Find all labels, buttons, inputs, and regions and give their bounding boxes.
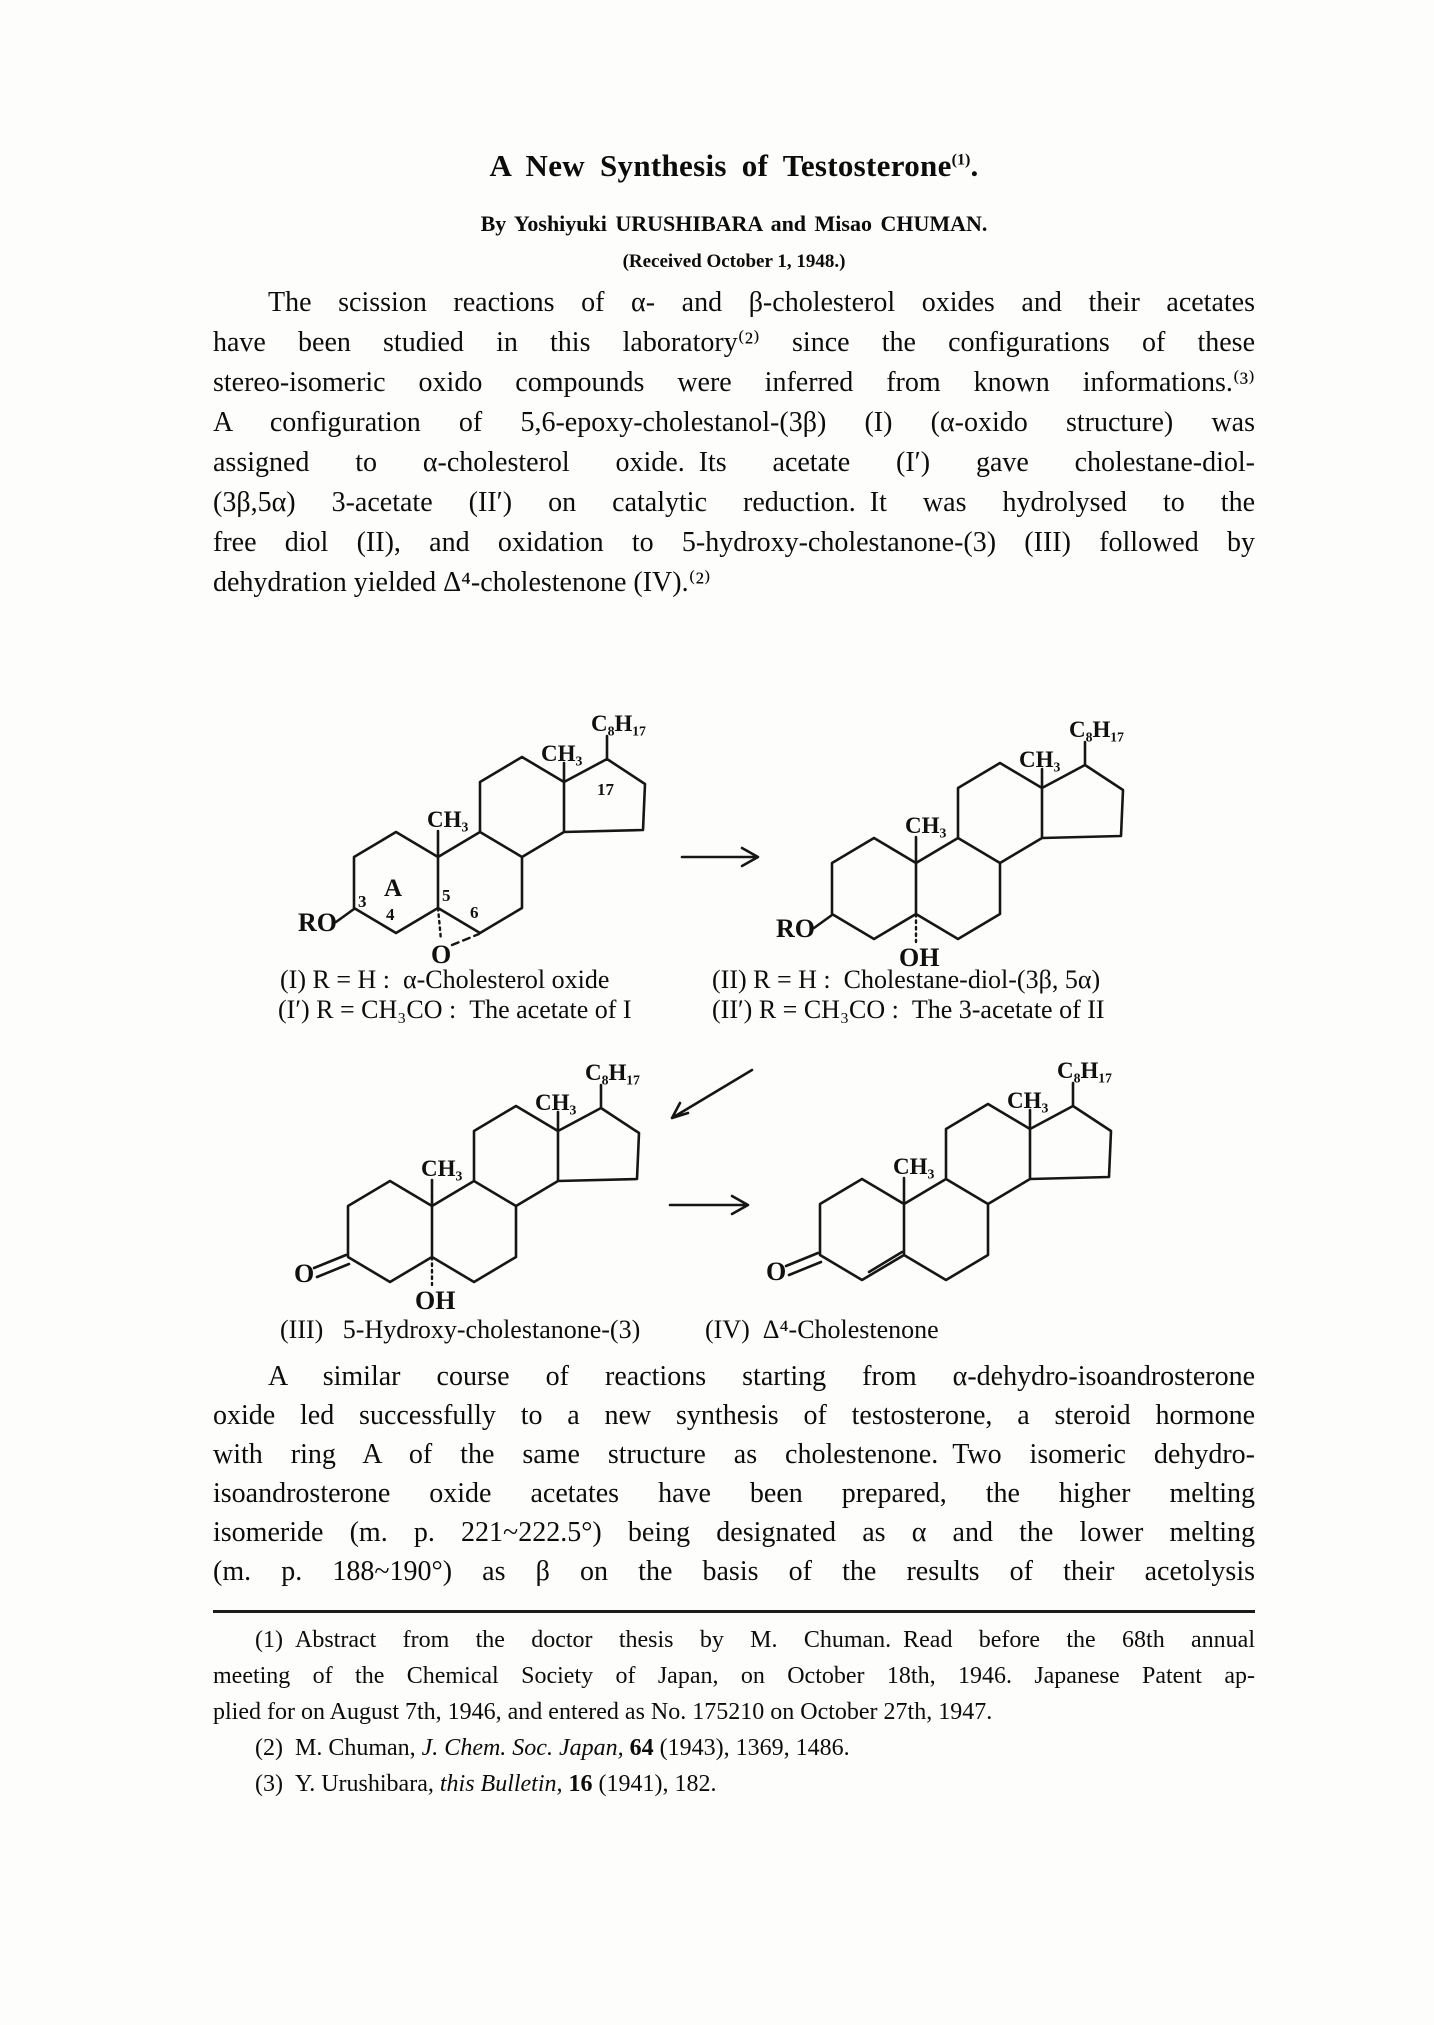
body-line: A configuration of 5,6-epoxy-cholestanol-(3β) (I) (α-oxido structure) was — [213, 407, 1255, 438]
methyl-c13-label: CH₃ — [541, 741, 583, 766]
methyl-c13-label: CH₃ — [1007, 1088, 1049, 1113]
footnote-3-volume: 16 — [568, 1771, 593, 1797]
body-line: isomeride (m. p. 221~222.5°) being designated as α and the lower melting — [213, 1517, 1255, 1548]
body-line: The scission reactions of α- and β-cholesterol oxides and their acetates — [268, 287, 1255, 318]
caption-structure-II-prime: (II′) R = CH₃CO : The 3-acetate of II — [712, 995, 1105, 1024]
body-line: oxide led successfully to a new synthesis of testosterone, a steroid hormone — [213, 1400, 1255, 1431]
caption-structure-I: (I) R = H : α-Cholesterol oxide — [280, 965, 610, 994]
caption-structure-I-prime: (I′) R = CH₃CO : The acetate of I — [278, 995, 632, 1024]
paragraph-2 — [213, 1357, 1255, 1591]
carbon-17-number: 17 — [597, 780, 614, 799]
side-chain-label: C₈H₁₇ — [591, 711, 647, 736]
structure-III-diagram — [284, 1049, 654, 1321]
paragraph-1 — [213, 283, 1255, 603]
continuation-arrow-icon — [660, 1062, 760, 1128]
body-line: (m. p. 188~190°) as β on the basis of the results of their acetolysis — [213, 1556, 1255, 1587]
steroid-skeleton — [820, 1083, 1111, 1280]
footnote-3 — [213, 1766, 1255, 1802]
epoxide-bond-dotted — [438, 908, 441, 940]
epoxide-oxygen-label: O — [431, 940, 452, 969]
body-line: free diol (II), and oxidation to 5-hydroxy-cholestanone-(3) (III) followed by — [213, 527, 1255, 558]
footnote-3-text: (3) Y. Urushibara, — [255, 1771, 440, 1797]
carbon-3-number: 3 — [358, 892, 367, 911]
ro-substituent-label: RO — [298, 908, 337, 937]
caption-structure-III: (III) 5-Hydroxy-cholestanone-(3) — [280, 1315, 641, 1344]
body-line: isoandrosterone oxide acetates have been prepared, the higher melting — [213, 1478, 1255, 1509]
footnote-3-pages: (1941), 182. — [592, 1771, 717, 1797]
steroid-skeleton — [348, 1085, 639, 1282]
ro-substituent-label: RO — [776, 914, 815, 943]
body-line: A similar course of reactions starting from α-dehydro-isoandrosterone — [268, 1361, 1255, 1392]
footnote-2 — [213, 1730, 1255, 1766]
body-line: stereo-isomeric oxido compounds were inferred from known informations.⁽³⁾ — [213, 367, 1255, 398]
carbon-4-number: 4 — [386, 905, 395, 924]
caption-structure-II: (II) R = H : Cholestane-diol-(3β, 5α) — [712, 965, 1101, 994]
footnote-2-journal: J. Chem. Soc. Japan, — [421, 1735, 630, 1761]
received-date: (Received October 1, 1948.) — [622, 251, 846, 272]
side-chain-label: C₈H₁₇ — [585, 1060, 641, 1085]
footnote-1-line: meeting of the Chemical Society of Japan, on October 18th, 1946. Japanese Patent ap- — [213, 1663, 1255, 1689]
steroid-skeleton — [814, 742, 1123, 939]
caption-structure-IV: (IV) Δ⁴-Cholestenone — [705, 1315, 939, 1344]
reaction-arrow-icon — [666, 1192, 758, 1218]
carbon-5-number: 5 — [442, 886, 451, 905]
body-line: with ring A of the same structure as cholestenone. Two isomeric dehydro- — [213, 1439, 1255, 1470]
author-byline: By Yoshiyuki URUSHIBARA and Misao CHUMAN. — [480, 211, 988, 236]
side-chain-label: C₈H₁₇ — [1069, 717, 1125, 742]
footnotes — [213, 1622, 1255, 1802]
ketone-double-bond — [314, 1255, 349, 1277]
footnote-2-pages: (1943), 1369, 1486. — [653, 1735, 850, 1761]
footnote-2-volume: 64 — [629, 1735, 654, 1761]
structure-IV-diagram — [756, 1047, 1126, 1319]
methyl-c10-label: CH₃ — [905, 813, 947, 838]
hydroxyl-label: OH — [415, 1286, 456, 1315]
footnote-2-text: (2) M. Chuman, — [255, 1735, 422, 1761]
title-text: A New Synthesis of Testosterone — [489, 148, 952, 183]
ring-a-label: A — [384, 875, 403, 902]
footnote-1-line: (1) Abstract from the doctor thesis by M. Chuman. Read before the 68th annual — [255, 1627, 1255, 1653]
ketone-double-bond — [786, 1253, 821, 1275]
body-line: (3β,5α) 3-acetate (II′) on catalytic reduction. It was hydrolysed to the — [213, 487, 1255, 518]
structure-I-diagram — [290, 700, 660, 972]
methyl-c10-label: CH₃ — [427, 807, 469, 832]
ketone-oxygen-label: O — [294, 1259, 315, 1288]
steroid-skeleton — [336, 736, 645, 933]
carbon-6-number: 6 — [470, 903, 479, 922]
methyl-c10-label: CH₃ — [893, 1154, 935, 1179]
footnote-3-journal: this Bulletin, — [439, 1771, 569, 1797]
footnote-1-line: plied for on August 7th, 1946, and entered as No. 175210 on October 27th, 1947. — [213, 1699, 993, 1725]
methyl-c10-label: CH₃ — [421, 1156, 463, 1181]
title-period: . — [970, 148, 979, 183]
ketone-oxygen-label: O — [766, 1257, 787, 1286]
reaction-arrow-icon — [680, 844, 768, 870]
side-chain-label: C₈H₁₇ — [1057, 1058, 1113, 1083]
body-line: dehydration yielded Δ⁴-cholestenone (IV).⁽²⁾ — [213, 567, 711, 598]
title-footnote-marker: (1) — [951, 151, 971, 169]
epoxide-bond-dashed — [452, 934, 479, 945]
page-title — [213, 148, 1255, 184]
methyl-c13-label: CH₃ — [535, 1090, 577, 1115]
footnote-divider — [213, 1610, 1255, 1613]
body-line: have been studied in this laboratory⁽²⁾ since the configurations of these — [213, 327, 1255, 358]
methyl-c13-label: CH₃ — [1019, 747, 1061, 772]
structure-II-diagram — [768, 706, 1138, 978]
hydroxyl-label: OH — [899, 943, 940, 972]
body-line: assigned to α-cholesterol oxide. Its acetate (I′) gave cholestane-diol- — [213, 447, 1255, 478]
delta4-double-bond — [869, 1252, 902, 1272]
